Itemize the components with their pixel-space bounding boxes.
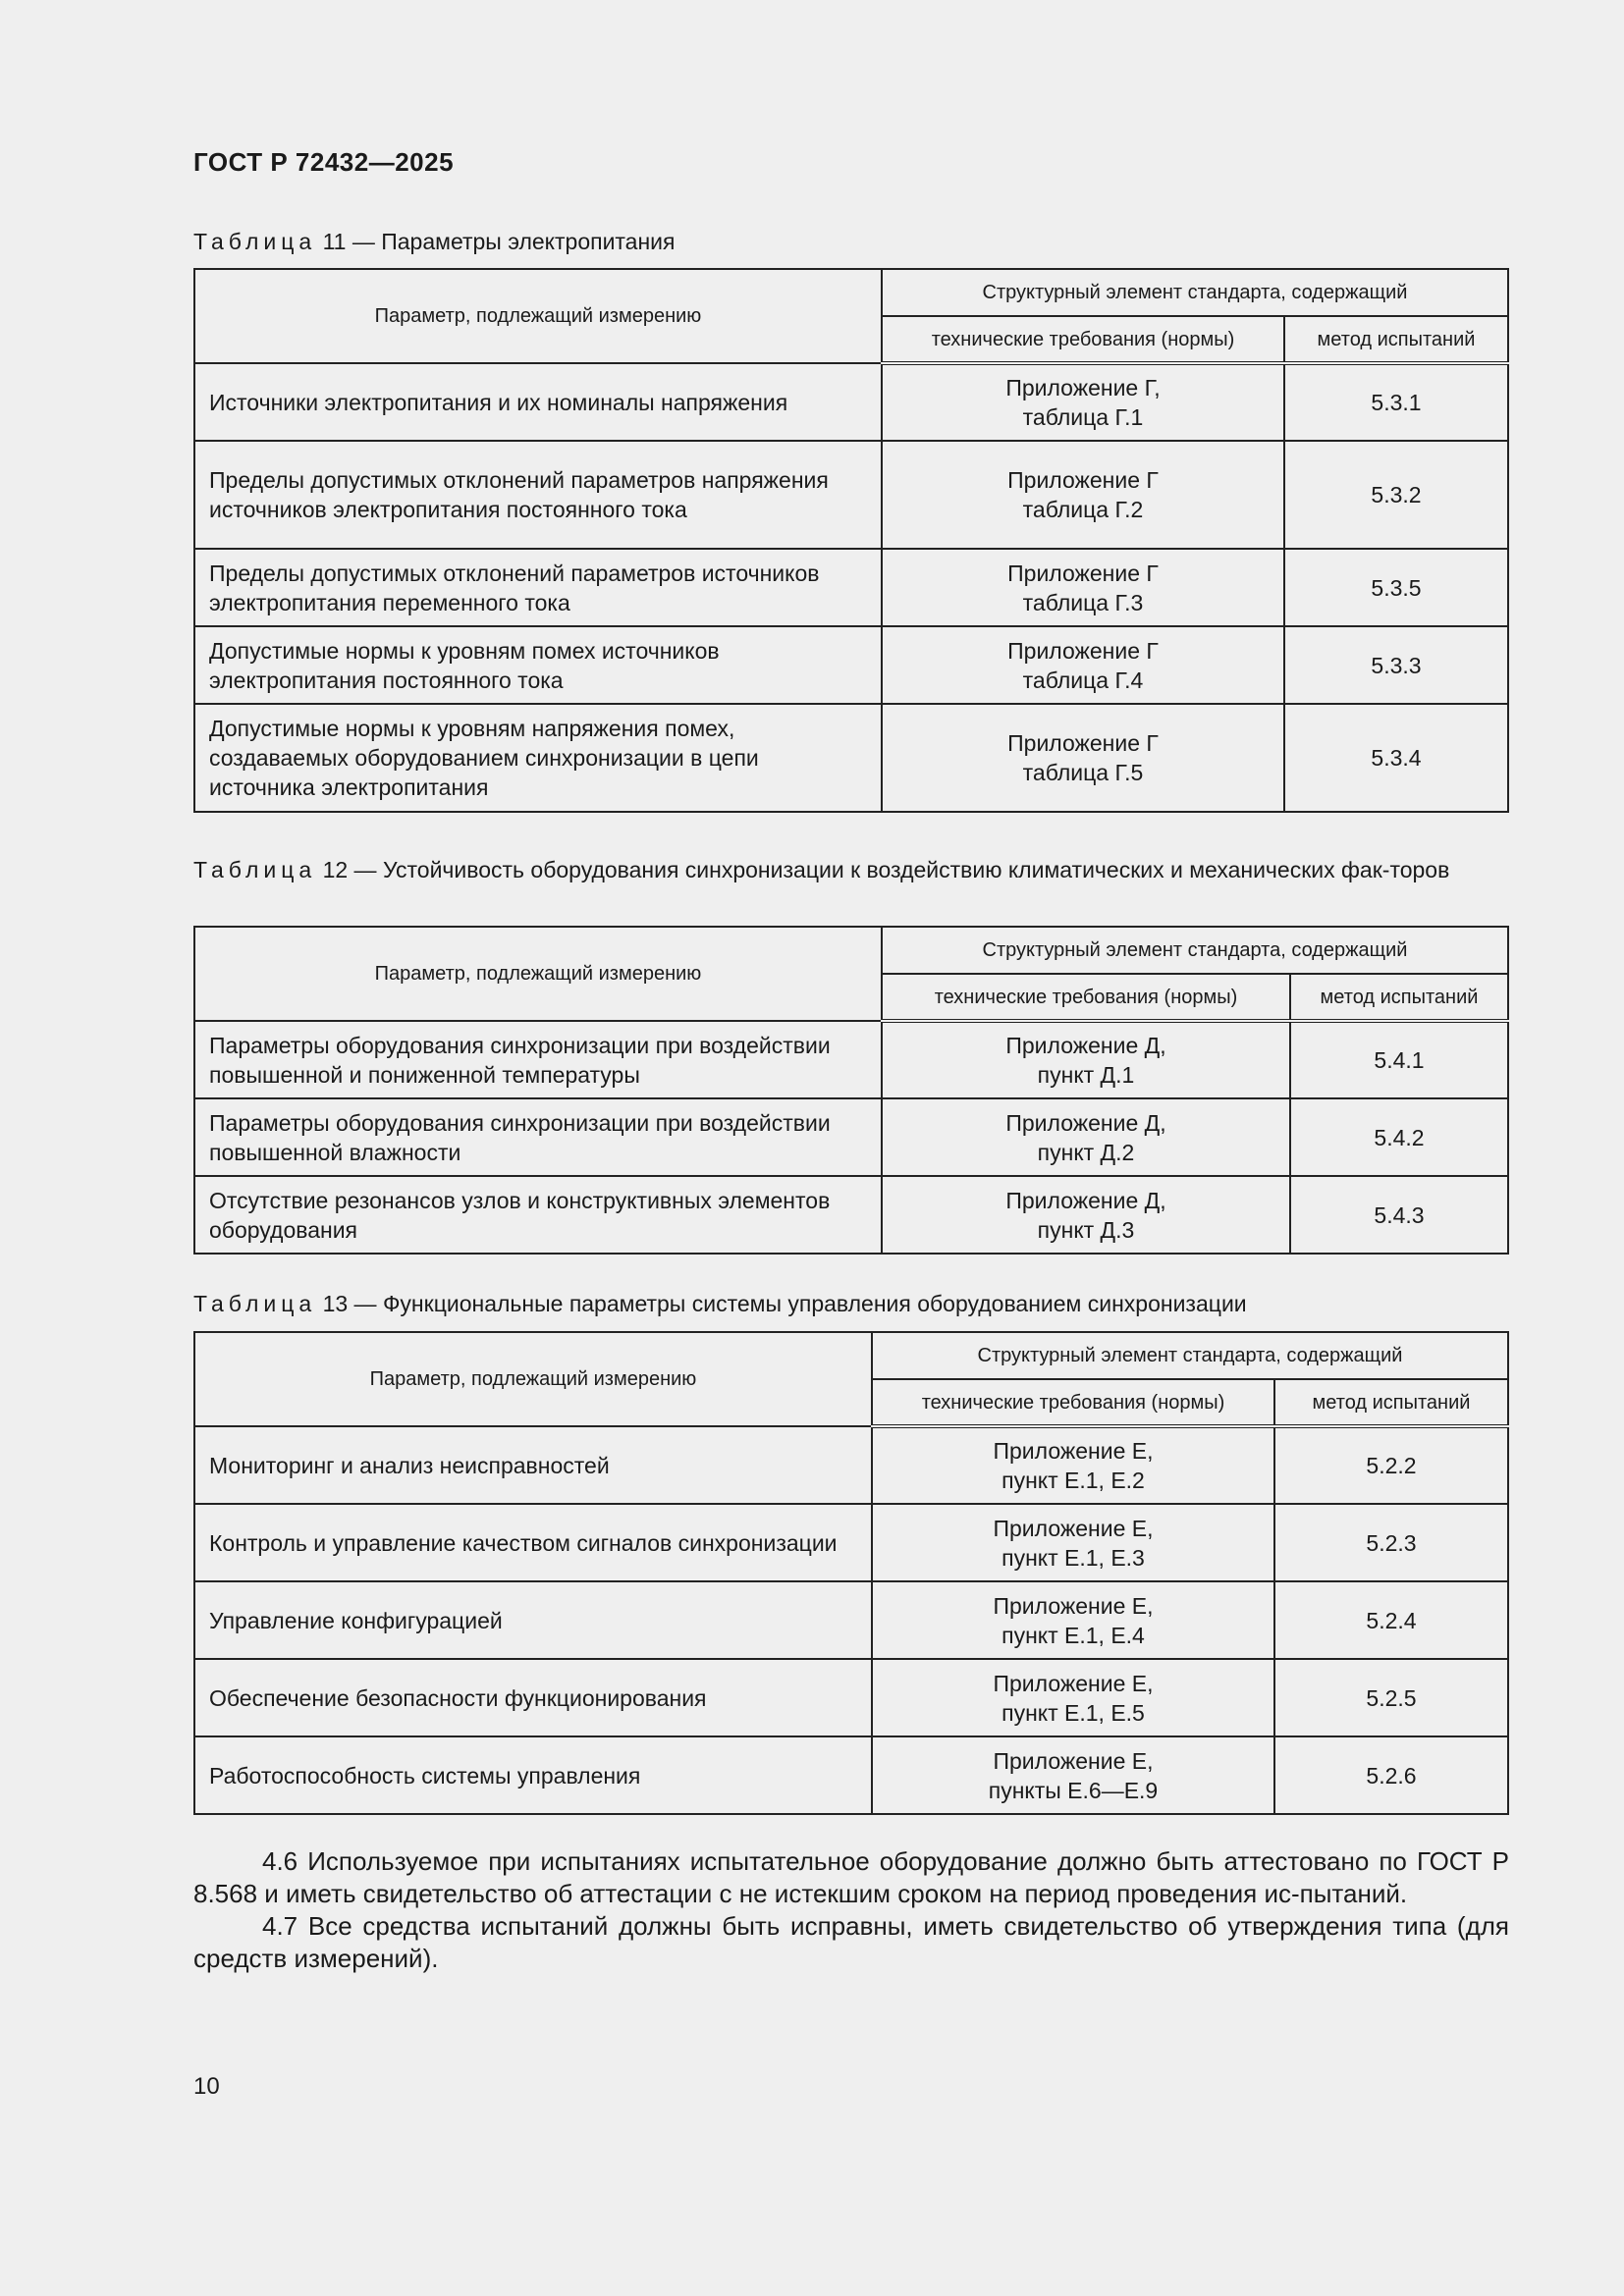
header-param: Параметр, подлежащий измерению [194,269,882,363]
table-row [194,1098,1508,1176]
cell-req: Приложение Г таблица Г.3 [882,549,1284,626]
cell-req: Приложение Е, пункт Е.1, Е.4 [872,1581,1274,1659]
caption-text: 11 — Параметры электропитания [322,229,676,254]
page-number: 10 [193,2073,220,2100]
cell-method: 5.4.1 [1290,1021,1508,1098]
header-req: технические требования (нормы) [882,974,1290,1021]
cell-param: Допустимые нормы к уровням напряжения помех, создаваемых оборудованием синхронизации в цепи источника электропитания [194,704,882,812]
header-group: Структурный элемент стандарта, содержащий [872,1332,1508,1379]
cell-method: 5.3.1 [1284,363,1508,441]
caption-text: 12 — Устойчивость оборудования синхронизации к воздействию климатических и механических фак-торов [322,857,1450,882]
cell-method: 5.4.3 [1290,1176,1508,1254]
table-row [194,1176,1508,1254]
table-row [194,1426,1508,1504]
cell-param: Контроль и управление качеством сигналов синхронизации [194,1504,872,1581]
cell-req: Приложение Е, пункт Е.1, Е.3 [872,1504,1274,1581]
paragraph-4-6: 4.6 Используемое при испытаниях испытательное оборудование должно быть аттестовано по ГОСТ Р 8.568 и иметь свидетельство об аттестации с не истекшим сроком на период проведения ис-пытаний. [193,1846,1509,1908]
table-row [194,363,1508,441]
body-text [193,1845,1509,1975]
table-13 [193,1331,1509,1815]
header-param: Параметр, подлежащий измерению [194,927,882,1021]
header-req: технические требования (нормы) [872,1379,1274,1426]
table-12 [193,926,1509,1255]
table-row [194,1021,1508,1098]
cell-param: Параметры оборудования синхронизации при воздействии повышенной влажности [194,1098,882,1176]
cell-param: Обеспечение безопасности функционирования [194,1659,872,1736]
cell-req: Приложение Д, пункт Д.2 [882,1098,1290,1176]
cell-req: Приложение Г таблица Г.4 [882,626,1284,704]
cell-method: 5.2.4 [1274,1581,1508,1659]
cell-param: Источники электропитания и их номиналы напряжения [194,363,882,441]
caption-word: Таблица [193,1291,317,1316]
table-row [194,441,1508,549]
paragraph-4-7: 4.7 Все средства испытаний должны быть исправны, иметь свидетельство об утверждения типа (для средств измерений). [193,1911,1509,1973]
header-method: метод испытаний [1274,1379,1508,1426]
cell-req: Приложение Г таблица Г.5 [882,704,1284,812]
cell-method: 5.4.2 [1290,1098,1508,1176]
cell-method: 5.2.2 [1274,1426,1508,1504]
table-row [194,1736,1508,1814]
header-group: Структурный элемент стандарта, содержащий [882,927,1508,974]
table-row [194,1659,1508,1736]
cell-param: Отсутствие резонансов узлов и конструктивных элементов оборудования [194,1176,882,1254]
table-13-caption [193,1289,1509,1318]
table-11 [193,268,1509,813]
cell-req: Приложение Г, таблица Г.1 [882,363,1284,441]
table-row [194,704,1508,812]
cell-req: Приложение Е, пункт Е.1, Е.2 [872,1426,1274,1504]
cell-param: Пределы допустимых отклонений параметров напряжения источников электропитания постоянного тока [194,441,882,549]
cell-param: Работоспособность системы управления [194,1736,872,1814]
cell-req: Приложение Г таблица Г.2 [882,441,1284,549]
document-header: ГОСТ Р 72432—2025 [193,147,455,177]
cell-method: 5.2.6 [1274,1736,1508,1814]
caption-text: 13 — Функциональные параметры системы управления оборудованием синхронизации [322,1291,1247,1316]
header-req: технические требования (нормы) [882,316,1284,363]
table-row [194,1504,1508,1581]
cell-req: Приложение Е, пункт Е.1, Е.5 [872,1659,1274,1736]
cell-req: Приложение Д, пункт Д.3 [882,1176,1290,1254]
cell-method: 5.3.3 [1284,626,1508,704]
cell-req: Приложение Д, пункт Д.1 [882,1021,1290,1098]
header-method: метод испытаний [1284,316,1508,363]
cell-param: Параметры оборудования синхронизации при воздействии повышенной и пониженной температуры [194,1021,882,1098]
caption-word: Таблица [193,229,317,254]
cell-req: Приложение Е, пункты Е.6—Е.9 [872,1736,1274,1814]
cell-method: 5.2.5 [1274,1659,1508,1736]
header-method: метод испытаний [1290,974,1508,1021]
cell-method: 5.3.2 [1284,441,1508,549]
cell-param: Мониторинг и анализ неисправностей [194,1426,872,1504]
cell-param: Допустимые нормы к уровням помех источников электропитания постоянного тока [194,626,882,704]
table-row [194,549,1508,626]
header-param: Параметр, подлежащий измерению [194,1332,872,1426]
cell-method: 5.3.5 [1284,549,1508,626]
header-group: Структурный элемент стандарта, содержащий [882,269,1508,316]
cell-method: 5.2.3 [1274,1504,1508,1581]
cell-param: Управление конфигурацией [194,1581,872,1659]
caption-word: Таблица [193,857,317,882]
table-11-caption [193,227,1509,256]
cell-method: 5.3.4 [1284,704,1508,812]
table-row [194,626,1508,704]
cell-param: Пределы допустимых отклонений параметров источников электропитания переменного тока [194,549,882,626]
table-row [194,1581,1508,1659]
table-12-caption [193,855,1509,884]
